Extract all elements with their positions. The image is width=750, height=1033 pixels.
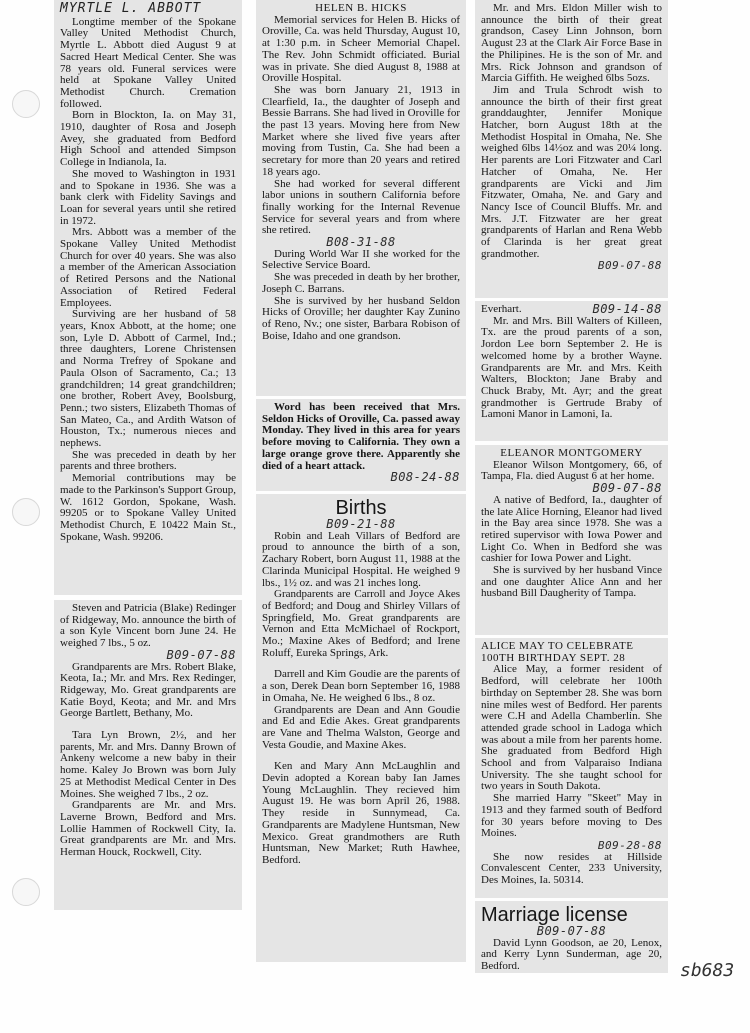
clipping-alice-may (475, 638, 668, 898)
paragraph: Born in Blockton, Ia. on May 31, 1910, daughter of Rosa and Joseph Avey, she graduated from Bedford High School and attended Simpson College in Indianola, Ia. (60, 109, 236, 169)
paragraph: A native of Bedford, Ia., daughter of the late Alice Horning, Eleanor had lived in the Bay area since 1978. She was a retired supervisor with Iowa Power and Light Co. When in Bedford she was cashier for Iowa Power and Light. (481, 493, 662, 565)
clipping-word-received (256, 399, 466, 491)
paragraph: She had worked for several different labor unions in southern California before finally working for the Internal Revenue Service for several years and from where she retired. (262, 177, 460, 237)
clipping-redinger-brown (54, 600, 242, 910)
births-heading: Births (335, 497, 387, 519)
paragraph: Jim and Trula Schrodt wish to announce the birth of their first great granddaughter, Jennifer Monique Hatcher, born August 18th at the Methodist Hospital in Omaha, Ne. She weighed 6lbs 14½oz and was 20¼ long. Her parents are Lori Fitzwater and Carl Hatcher of Omaha, Ne. Her grandparents are Vicki and Jim Fitzwater, Omaha, Ne. and Gary and Nancy Isce of Council Bluffs. Mr. and Mrs. J.T. Fitzwater are her great grandparents of Harlan and Rena Webb of Clarinda is her great great grandmother. (481, 83, 662, 260)
heading: 100TH BIRTHDAY SEPT. 28 (481, 651, 626, 664)
paragraph: She was preceded in death by her parents and three brothers. (60, 448, 236, 473)
paragraph: Memorial contributions may be made to the Parkinson's Support Group, W. 1612 Gordon, Spokane, Wash. 99205 or to Spokane Valley United Methodist Church, E 10422 Main St., Spokane, Wash. 99206. (60, 472, 236, 543)
paragraph: Robin and Leah Villars of Bedford are proud to announce the birth of a son, Zachary Robert, born August 11, 1988 at the Clarinda Municipal Hospital. He weighed 9 lbs., 1½ oz. and was 21 inches long. (262, 529, 460, 589)
clipping-marriage-license (475, 901, 668, 973)
handwritten-date: B09-28-88 (597, 838, 662, 852)
page-note: sb683 (680, 960, 735, 981)
clipping-walters (475, 301, 668, 441)
paragraph: Darrell and Kim Goudie are the parents of a son, Derek Dean born September 16, 1988 in Omaha, Ne. He weighed 6 lbs., 8 oz. (262, 668, 461, 704)
paragraph: Memorial services for Helen B. Hicks of Oroville, Ca. was held Thursday, August 10, at 1:30 p.m. in Scheer Memorial Chapel. The Rev. John Schmidt officiated. Burial was in private. She died August 8, 1988 at Oroville Hospital. (262, 13, 460, 85)
handwritten-date: B09-07-88 (597, 259, 662, 273)
clipping-miller-schrodt (475, 0, 668, 298)
heading: ELEANOR MONTGOMERY (500, 447, 643, 459)
paragraph: Longtime member of the Spokane Valley United Methodist Church, Myrtle L. Abbott died August 9 at Sacred Heart Medical Center. She was 78 years old. Funeral services were held at Spokane Valley United Methodist Church. Cremation followed. (60, 15, 236, 110)
paragraph: Grandparents are Dean and Ann Goudie and Ed and Edie Akes. Great grandparents are Vane and Thelma Walston, George and Vesta Goudie, and Maxine Akes. (262, 703, 460, 751)
paragraph: Grandparents are Mrs. Robert Blake, Keota, Ia.; Mr. and Mrs. Rex Redinger, Ridgeway, Mo. Great grandparents are Katie Boyd, Keota; and Mr. and Mrs George Bartlett, Bethany, Mo. (60, 660, 236, 720)
handwritten-date: B09-07-88 (592, 481, 662, 496)
paragraph: She is survived by her husband Vince and one daughter Alice Ann and her husband Bill Daugherity of Tampa. (481, 564, 662, 600)
handwritten-date: B08-24-88 (390, 470, 460, 485)
paragraph: She was born January 21, 1913 in Clearfield, Ia., the daughter of Joseph and Bessie Barrans. She had lived in Oroville for the past 13 years. Moving here from New Market where she lived five years after moving from Tustin, Ca. She had been a secretary for more than 20 years and retired 18 years ago. (262, 83, 460, 178)
handwritten-date: B09-07-88 (166, 647, 236, 662)
paragraph: Surviving are her husband of 58 years, Knox Abbott, at the home; one son, Lyle D. Abbott of Carmel, Ind.; three daughters, Lorene Christensen and Norma Trefrey of Spokane and Paula Olson of Sacramento, Ca.; 13 grandchildren; 14 great grandchildren; one brother, Robert Avey, Boolsburg, Penn.; two sisters, Elizabeth Thomas of San Mateo, Ca., and Ardith Watson of Houston, Tx.; numerous nieces and nephews. (60, 308, 236, 450)
paragraph: She is survived by her husband Seldon Hicks of Oroville; her daughter Kay Zunino of Reno, Nv.; one sister, Barbara Robison of Boise, Idaho and one grandson. (262, 294, 460, 342)
paragraph: Grandparents are Carroll and Joyce Akes of Bedford; and Doug and Shirley Villars of Springfield, Mo. Great grandparents are Vernon and Etta McMichael of Rockport, Mo.; Maxine Akes of Bedford; and Irene Roluff, Eureka Springs, Ark. (262, 588, 460, 659)
handwritten-date: B09-21-88 (326, 517, 396, 531)
paragraph: Tara Lyn Brown, 2½, and her parents, Mr. and Mrs. Danny Brown of Ankeny welcome a new baby in their home. Kaley Jo Brown was born July 25 at Methodist Medical Center in Des Moines. She weighed 7 lbs., 2 oz. (60, 729, 236, 800)
marriage-heading: Marriage license (481, 904, 628, 926)
clipping-births (256, 494, 466, 962)
paragraph: She married Harry "Skeet" May in 1913 and they farmed south of Bedford for 30 years before moving to Des Moines. (481, 792, 662, 840)
paragraph: Alice May, a former resident of Bedford, will celebrate her 100th birthday on September 28. She was born nine miles west of Bedford. Her parents were C.H and Adella Chamberlin. She attended grade school in Ladoga which was about a mile from her parents home. She graduated from Bedford High School and from Valparaiso Indiana University. The she taught school for two years in South Dakota. (481, 663, 662, 793)
walters-header (481, 304, 662, 316)
paragraph: Word has been received that Mrs. Seldon Hicks of Oroville, Ca. passed away Monday. They lived in this area for years before moving to California. They own a large orange grove there. Apparently she died of a heart attack. (262, 401, 460, 472)
clipping-myrtle-abbott (54, 0, 242, 595)
handwritten-date: B09-07-88 (536, 924, 607, 938)
paragraph: Mr. and Mrs. Bill Walters of Killeen, Tx. are the proud parents of a son, Jordon Lee born September 2. He is welcomed home by a brother Wayne. Grandparents are Mr. and Mrs. Keith Walters, Blockton; Jane Braby and Chuck Braby, Mt. Ayr; and the great grandmother is Gertrude Braby of Lamoni Manor in Lamoni, Ia. (481, 314, 662, 421)
paragraph: David Lynn Goodson, ae 20, Lenox, and Kerry Lynn Sunderman, age 20, Bedford. (481, 936, 662, 973)
handwritten-date: B08-31-88 (326, 235, 396, 250)
paragraph: Mr. and Mrs. Eldon Miller wish to announce the birth of their great grandson, Casey Linn Johnson, born August 23 at the Clark Air Force Base in the Philipines. He is the son of Mr. and Mrs. Rick Johnson and grandson of Marcia Giffith. He weighed 6lbs 5ozs. (481, 2, 662, 85)
heading: ALICE MAY TO CELEBRATE (481, 640, 634, 652)
heading: HELEN B. HICKS (315, 2, 407, 14)
binder-hole (12, 878, 40, 906)
paragraph: Steven and Patricia (Blake) Redinger of Ridgeway, Mo. announce the birth of a son Kyle Vincent born June 24. He weighed 7 lbs., 5 oz. (60, 602, 236, 650)
binder-hole (12, 498, 40, 526)
paragraph: She now resides at Hillside Convalescent Center, 233 University, Des Moines, Ia. 50314. (481, 850, 662, 887)
paragraph: Ken and Mary Ann McLaughlin and Devin adopted a Korean baby Ian James Young McLaughlin. They recieved him August 19. He was born April 26, 1988. They reside in Sunnymead, Ca. Grandparents are Madylene Huntsman, New Mexico. Great grandmothers are Ruth Huntsman, New Market; Ruth Hawhee, Bedford. (262, 760, 460, 866)
paragraph: She moved to Washington in 1931 and to Spokane in 1936. She was a bank clerk with Fidelity Savings and Loan for several years until she retired in 1972. (60, 167, 236, 227)
lead-text: Everhart. (481, 303, 522, 315)
paragraph: Mrs. Abbott was a member of the Spokane Valley United Methodist Church for over 40 years. She was also a member of the American Association of Retired Persons and the National Association of Retired Federal Employees. (60, 226, 236, 309)
binder-hole (12, 90, 40, 118)
paragraph: Eleanor Wilson Montgomery, 66, of Tampa, Fla. died August 6 at her home. (481, 458, 662, 483)
paragraph: During World War II she worked for the Selective Service Board. (262, 247, 460, 272)
handwritten-date: B09-14-88 (592, 302, 662, 316)
paragraph: She was preceded in death by her brother, Joseph C. Barrans. (262, 271, 460, 295)
clipping-helen-hicks (256, 0, 466, 396)
clipping-eleanor-montgomery (475, 445, 668, 635)
handwritten-heading: MYRTLE L. ABBOTT (60, 1, 202, 16)
paragraph: Grandparents are Mr. and Mrs. Laverne Brown, Bedford and Mrs. Lollie Hammen of Rockwell City, Ia. Great grandparents are Mr. and Mrs. Herman Houck, Rockwell, City. (60, 799, 236, 859)
